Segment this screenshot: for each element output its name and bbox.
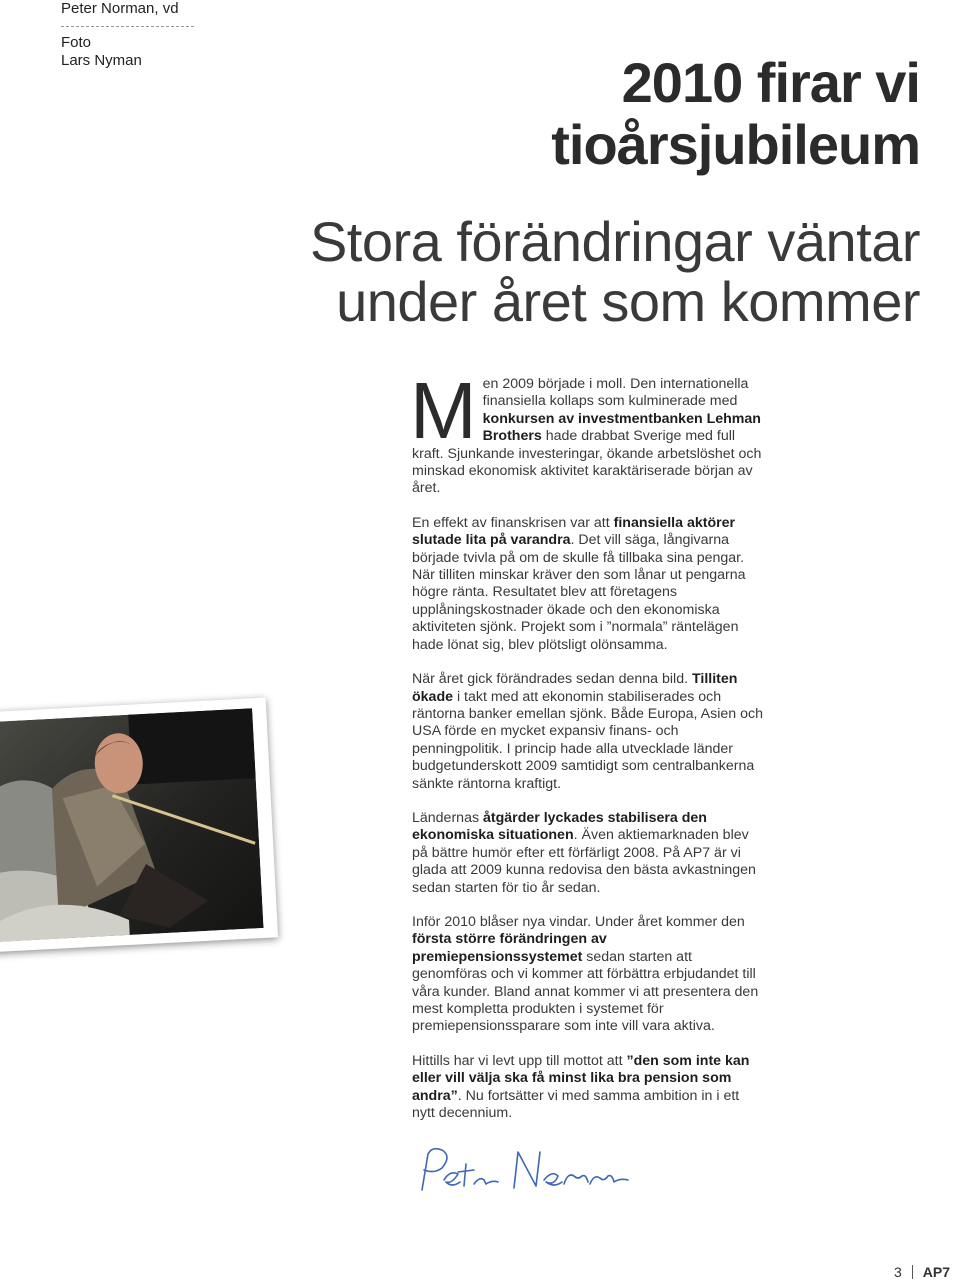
article-paragraph-4 [412,810,764,897]
page-footer [894,1264,950,1280]
paragraph-text: När året gick förändrades sedan denna bild. [412,671,692,688]
paragraph-emphasis: första större förändringen av premiepensionssystemet [412,931,607,965]
credit-divider [61,26,194,27]
photo-credit-block [61,0,201,70]
article-paragraph-5 [412,914,764,1036]
footer-divider [912,1265,913,1279]
drop-cap: M [410,366,477,455]
author-credit: Peter Norman, vd [61,0,179,17]
subheadline-line-1: Stora förändringar väntar [309,210,920,273]
article-paragraph-1 [410,366,764,498]
handwritten-signature [408,1140,638,1205]
paragraph-text: . Det vill säga, långivarna började tvivla på om de skulle få tillbaka sina pengar. När tilliten minskar kräver den som lånar ut pengarna högre ränta. Resultatet blev att företagens upplåningskostnader ökade och den ekonomiska aktiviteten sjönk. Projekt som i ”normala” räntelägen hade lönat sig, blev plötsligt olönsamma. [412,532,746,653]
portrait-photo [0,698,278,953]
subheadline [160,212,920,332]
photographer-name: Lars Nyman [61,52,142,69]
paragraph-emphasis: Tilliten ökade [412,671,738,705]
article-body [410,366,764,1139]
paragraph-emphasis: ”den som inte kan eller vill välja ska få minst lika bra pension som andra” [412,1052,750,1104]
brand-name: AP7 [922,1264,950,1280]
paragraph-text: en 2009 började i moll. Den internationella finansiella kollaps som kulminerade med [482,376,749,410]
subheadline-line-2: under året som kommer [336,270,920,333]
paragraph-text: Ländernas [412,809,483,826]
signature-image [408,1140,638,1200]
article-paragraph-3 [412,671,764,793]
paragraph-text: hade drabbat Sverige med full kraft. Sjunkande investeringar, ökande arbetslöshet och minskad ekonomisk aktivitet karaktäriserade början av året. [412,428,762,497]
article-paragraph-2 [412,515,764,654]
paragraph-text: Inför 2010 blåser nya vindar. Under året kommer den [412,913,745,930]
article-paragraph-6 [412,1053,764,1123]
paragraph-text: En effekt av finanskrisen var att [412,514,614,531]
paragraph-emphasis: finansiella aktörer slutade lita på varandra [412,514,736,549]
paragraph-text: . Även aktiemarknaden blev på bättre humör efter ett förfärligt 2008. På AP7 är vi glada att 2009 kunna redovisa den bästa avkastningen sedan starten för tio år sedan. [412,827,756,896]
page-number: 3 [893,1264,902,1280]
headline-line-2: tioårsjubileum [551,113,920,176]
photo-credit-label: Foto [61,34,92,51]
paragraph-text: i takt med att ekonomin stabiliserades och räntorna banker emellan sjönk. Både Europa, Asien och USA förde en mycket expansiv finans- och penningpolitik. I princip hade alla utvecklade länder budgetunderskott 2009 samtidigt som centralbankerna sänkte räntorna kraftigt. [412,688,763,792]
headline [220,52,920,176]
headline-line-1: 2010 firar vi [621,51,920,114]
paragraph-emphasis: åtgärder lyckades stabilisera den ekonomiska situationen [412,809,707,844]
paragraph-text: . Nu fortsätter vi med samma ambition in i ett nytt decennium. [412,1087,740,1122]
portrait-photo-image [0,708,264,942]
paragraph-emphasis: konkursen av investmentbanken Lehman Brothers [482,410,761,445]
paragraph-text: sedan starten att genomföras och vi kommer att förbättra erbjudandet till våra kunder. Bland annat kommer vi att presentera den mest kompletta produkten i systemet för premiepensionssparare som inte vill vara aktiva. [412,948,759,1035]
paragraph-text: Hittills har vi levt upp till mottot att [412,1052,627,1069]
